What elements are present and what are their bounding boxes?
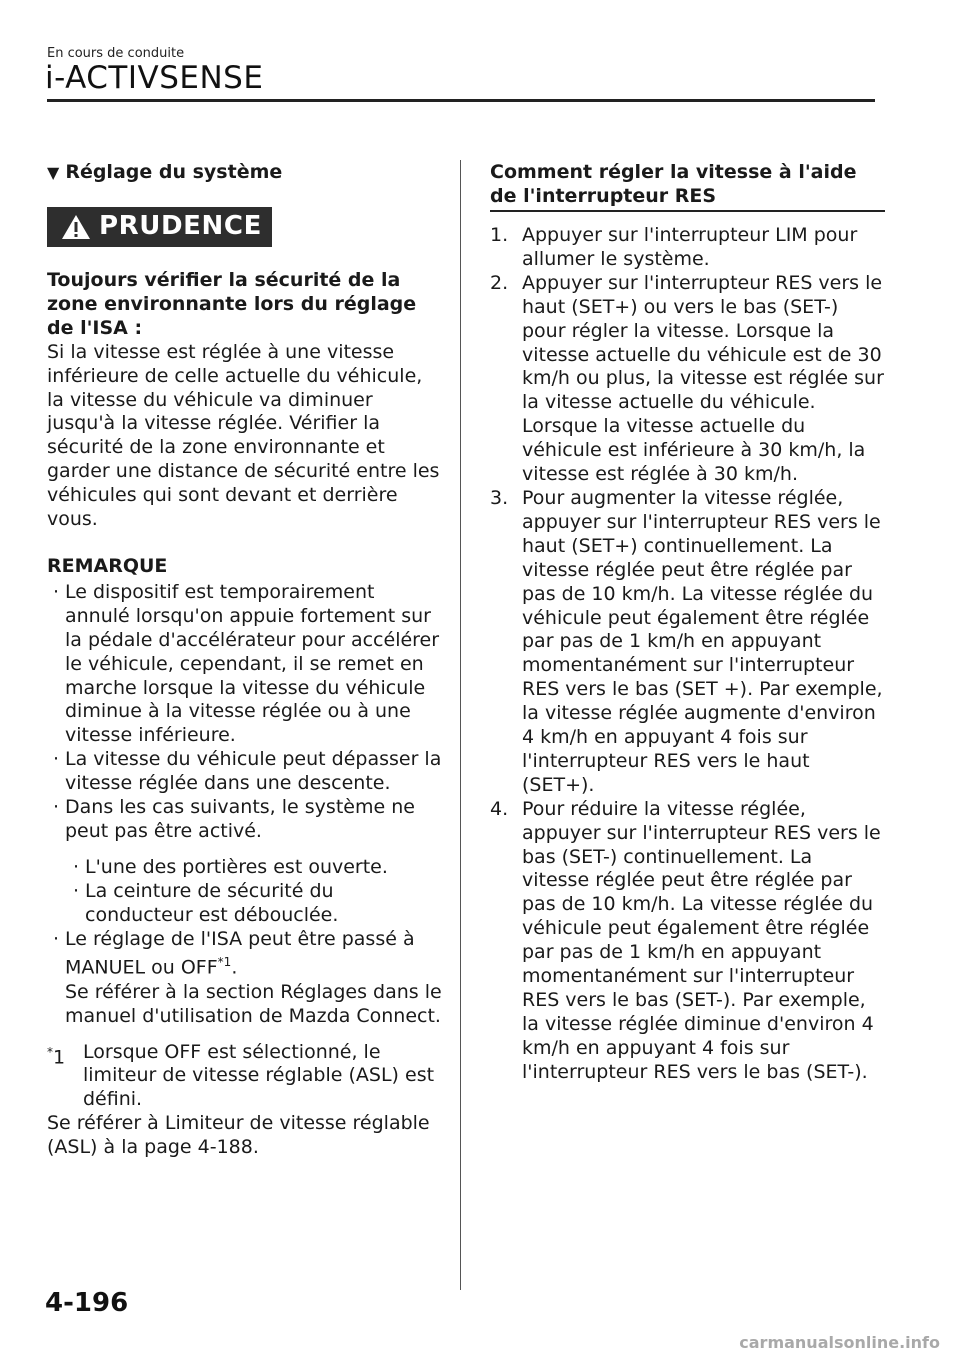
- step-item: 1. Appuyer sur l'interrupteur LIM pour allumer le système.: [490, 224, 858, 270]
- note-sub-item: · L'une des portières est ouverte.: [85, 856, 442, 880]
- step-number: 1.: [490, 224, 509, 246]
- watermark: carmanualsonline.info: [739, 1333, 940, 1352]
- step-item: 2. Appuyer sur l'interrupteur RES vers le haut (SET+) ou vers le bas (SET-) pour régler la vitesse. Lorsque la vitesse actuelle du véhicule est de 30 km/h ou plus, la vitesse est réglée sur la vitesse actuelle du véhicule. Lorsque la vitesse actuelle du véhicule est inférieure à 30 km/h, la vitesse est réglée à 30 km/h.: [490, 271, 884, 486]
- step-item: 3. Pour augmenter la vitesse réglée, appuyer sur l'interrupteur RES vers le haut (SET+) continuellement. La vitesse réglée peut être réglée par pas de 10 km/h. La vitesse réglée du véhicule peut également être réglée par pas de 1 km/h en appuyant momentanément sur l'interrupteur RES vers le bas (SET +). Par exemple, la vitesse réglée augmente d'environ 4 km/h en appuyant 4 fois sur l'interrupteur RES vers le haut (SET+).: [490, 486, 883, 796]
- page-number: 4-196: [45, 1288, 129, 1318]
- triangle-down-icon: ▼: [47, 163, 60, 182]
- caution-body: Si la vitesse est réglée à une vitesse inférieure de celle actuelle du véhicule, la vitesse du véhicule va diminuer jusqu'à la vitesse réglée. Vérifier la sécurité de la zone environnante et garder une distance de sécurité entre les véhicules qui sont devant et derrière vous.: [47, 340, 440, 531]
- caution-label: PRUDENCE: [99, 211, 262, 242]
- step-number: 4.: [490, 797, 509, 820]
- note-item: · Dans les cas suivants, le système ne peut pas être activé. · L'une des portières est ouverte. · La ceinture de sécurité du conducteur est débouclée.: [65, 796, 442, 928]
- steps-list: [490, 224, 885, 1085]
- note-sub-list: [65, 856, 442, 928]
- note-heading: REMARQUE: [47, 554, 168, 577]
- note-item: · La vitesse du véhicule peut dépasser la vitesse réglée dans une descente.: [65, 748, 442, 796]
- left-column: [47, 160, 442, 1160]
- note-sub-item: · La ceinture de sécurité du conducteur est débouclée.: [85, 880, 442, 928]
- running-header-title: i-ACTIVSENSE: [45, 60, 264, 96]
- subsection-heading: Comment régler la vitesse à l'aide de l'interrupteur RES: [490, 160, 885, 212]
- step-number: 2.: [490, 271, 509, 294]
- footnote-mark: *1: [47, 1044, 66, 1068]
- column-divider: [460, 160, 461, 1290]
- note-list: [47, 581, 442, 1029]
- running-header-section: En cours de conduite: [47, 46, 185, 61]
- note-item: · Le réglage de l'ISA peut être passé à MANUEL ou OFF$^{*1}$. Se référer à la section Réglages dans le manuel d'utilisation de Mazda Connect.: [65, 928, 442, 1029]
- right-column: [490, 160, 885, 1085]
- warning-triangle-icon: [61, 214, 91, 240]
- caution-box: [47, 207, 272, 247]
- footnote-text: Lorsque OFF est sélectionné, le limiteur de vitesse réglable (ASL) est défini.: [83, 1040, 435, 1111]
- header-rule: [47, 99, 875, 102]
- caution-heading: Toujours vérifier la sécurité de la zone environnante lors du réglage de l'ISA :: [47, 269, 417, 339]
- note-item: · Le dispositif est temporairement annulé lorsqu'on appuie fortement sur la pédale d'accélérateur pour accélérer le véhicule, cependant, il se remet en marche lorsque la vitesse du véhicule diminue à la vitesse réglée ou à une vitesse inférieure.: [65, 581, 442, 748]
- footnote: [47, 1041, 442, 1113]
- section-heading: ▼ Réglage du système: [47, 161, 283, 183]
- reference-text: Se référer à Limiteur de vitesse réglable (ASL) à la page 4-188.: [47, 1112, 430, 1159]
- step-number: 3.: [490, 486, 509, 509]
- footnote-ref: *1: [217, 955, 232, 970]
- step-item: 4. Pour réduire la vitesse réglée, appuyer sur l'interrupteur RES vers le bas (SET-) continuellement. La vitesse réglée peut être réglée par pas de 10 km/h. La vitesse réglée du véhicule peut également être réglée par pas de 1 km/h en appuyant momentanément sur l'interrupteur RES vers le bas (SET-). Par exemple, la vitesse réglée diminue d'environ 4 km/h en appuyant 4 fois sur l'interrupteur RES vers le bas (SET-).: [490, 797, 881, 1083]
